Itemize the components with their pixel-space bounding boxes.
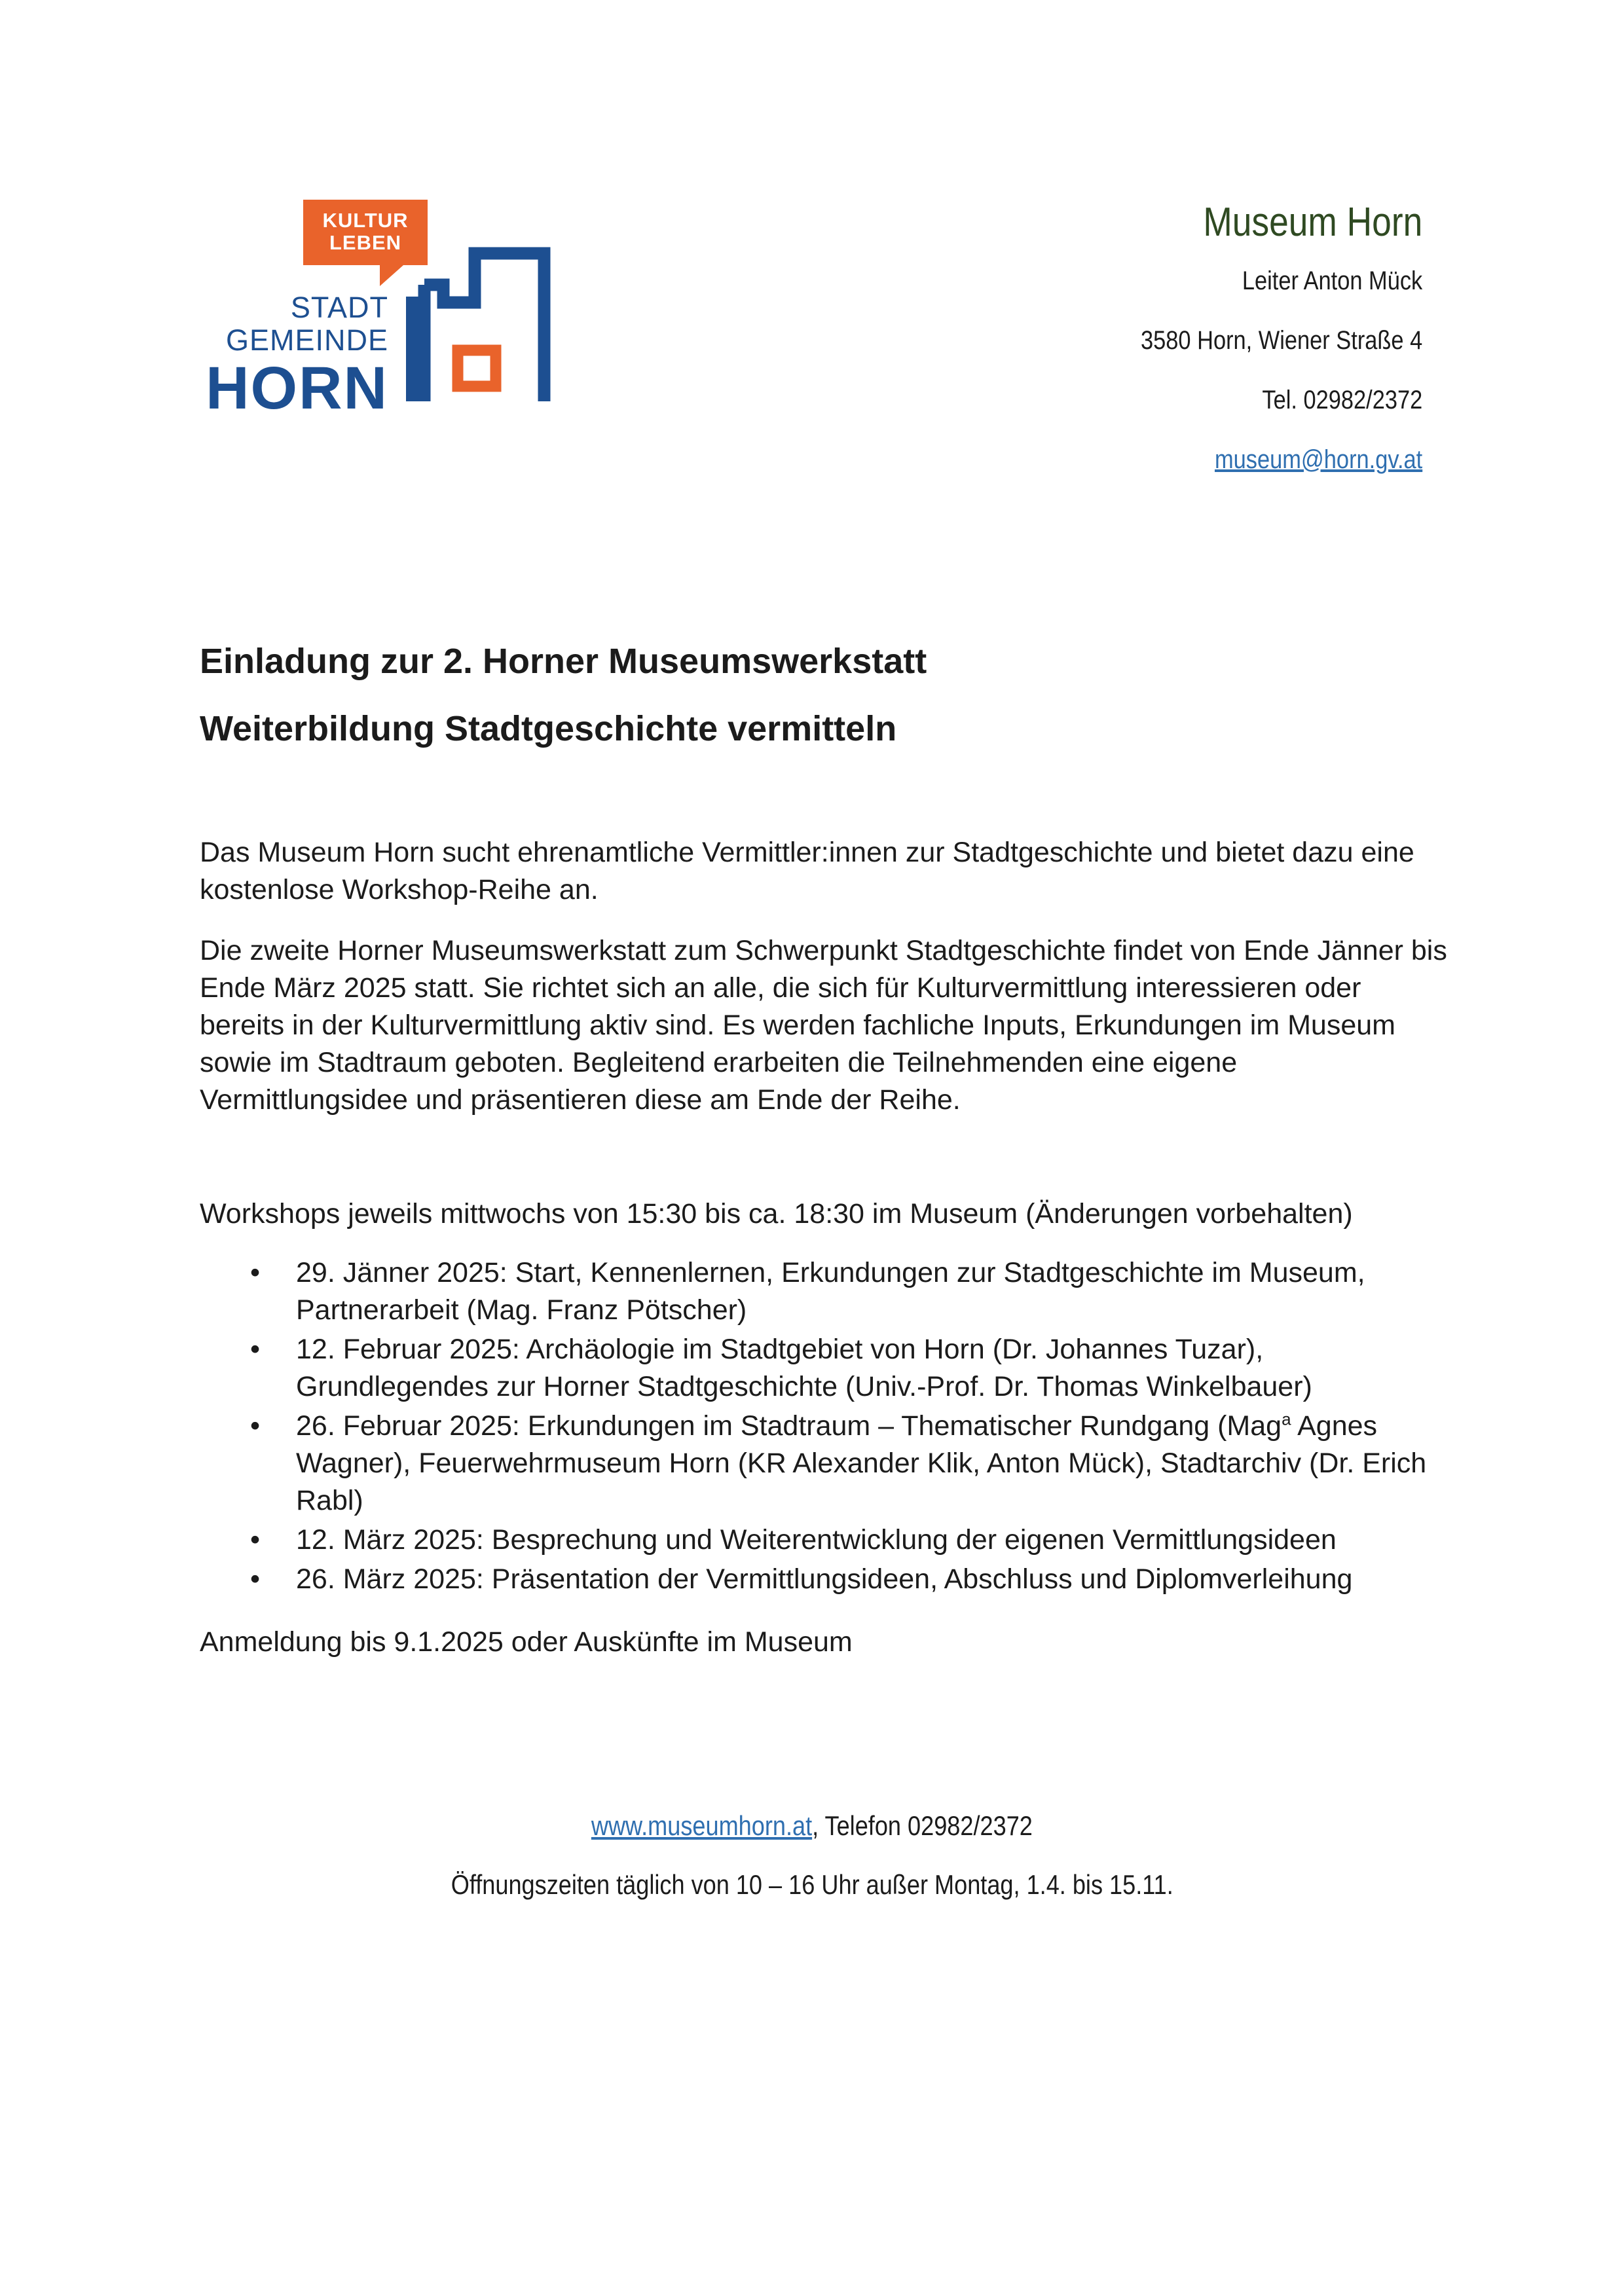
footer-phone: , Telefon 02982/2372 [812,1810,1033,1841]
museum-street-address: 3580 Horn, Wiener Straße 4 [1140,326,1422,355]
workshop-item-text: 12. März 2025: Besprechung und Weiterentwicklung der eigenen Vermittlungsideen [296,1524,1337,1556]
kultur-leben-badge [303,200,428,265]
workshop-item-text: 26. März 2025: Präsentation der Vermittlungsideen, Abschluss und Diplomverleihung [296,1563,1353,1595]
logo-word-horn: HORN [206,355,388,422]
footer-contact-inner [591,1810,1033,1842]
bullet-icon: • [250,1410,261,1442]
logo-wordmark [206,291,388,422]
superscript-a: a [1282,1409,1291,1429]
badge-line-kultur: KULTUR [322,209,409,232]
workshop-item-text: 12. Februar 2025: Archäologie im Stadtgebiet von Horn (Dr. Johannes Tuzar), Grundlegendes zur Horner Stadtgeschichte (Univ.-Prof. Dr. Thomas Winkelbauer) [296,1334,1312,1402]
workshop-item-text: 29. Jänner 2025: Start, Kennenlernen, Erkundungen zur Stadtgeschichte im Museum, Partnerarbeit (Mag. Franz Pötscher) [296,1257,1365,1326]
bullet-icon: • [250,1563,261,1595]
opening-hours-text: Öffnungszeiten täglich von 10 – 16 Uhr außer Montag, 1.4. bis 15.11. [451,1869,1173,1900]
website-link[interactable]: www.museumhorn.at [591,1810,813,1841]
badge-line-leben: LEBEN [329,231,402,254]
workshop-list [200,1254,1450,1600]
museum-name: Museum Horn [1203,200,1422,245]
document-subtitle: Weiterbildung Stadtgeschichte vermitteln [200,709,897,748]
footer-opening-hours [0,1869,1624,1901]
registration-note: Anmeldung bis 9.1.2025 oder Auskünfte im Museum [200,1626,853,1658]
footer-contact [0,1810,1624,1842]
badge-speech-tail [380,265,403,286]
museum-email-link[interactable]: museum@horn.gv.at [1214,445,1422,474]
museum-phone: Tel. 02982/2372 [1262,386,1422,414]
stadtgemeinde-horn-logo [206,200,562,422]
bullet-icon: • [250,1334,261,1365]
workshops-intro: Workshops jeweils mittwochs von 15:30 bis ca. 18:30 im Museum (Änderungen vorbehalten) [200,1198,1353,1230]
address-block [1095,196,1422,490]
list-item [200,1561,1450,1598]
intro-paragraph: Das Museum Horn sucht ehrenamtliche Vermittler:innen zur Stadtgeschichte und bietet dazu eine kostenlose Workshop-Reihe an. [200,837,1414,905]
workshop-item-text [296,1410,1426,1516]
bullet-icon: • [250,1524,261,1556]
list-item [200,1331,1450,1406]
list-item [200,1408,1450,1520]
museum-leader: Leiter Anton Mück [1242,266,1422,295]
list-item [200,1254,1450,1329]
workshop-item-text-part: 26. Februar 2025: Erkundungen im Stadtraum – Thematischer Rundgang (Mag [296,1410,1282,1442]
workshop-item-text-part: Agnes Wagner), Feuerwehrmuseum Horn (KR Alexander Klik, Anton Mück), Stadtarchiv (Dr. Erich Rabl) [296,1410,1427,1516]
logo-word-gemeinde: GEMEINDE [225,323,388,357]
bullet-icon: • [250,1257,261,1288]
list-item [200,1522,1450,1559]
description-paragraph: Die zweite Horner Museumswerkstatt zum Schwerpunkt Stadtgeschichte findet von Ende Jänner bis Ende März 2025 statt. Sie richtet sich an alle, die sich für Kulturvermittlung interessieren oder bereits in der Kulturvermittlung aktiv sind. Es werden fachliche Inputs, Erkundungen im Museum sowie im Stadtraum geboten. Begleitend erarbeiten die Teilnehmenden eine eigene Vermittlungsidee und präsentieren diese am Ende der Reihe. [200,935,1447,1116]
document-title: Einladung zur 2. Horner Museumswerkstatt [200,642,927,681]
logo-word-stadt: STADT [290,291,388,324]
